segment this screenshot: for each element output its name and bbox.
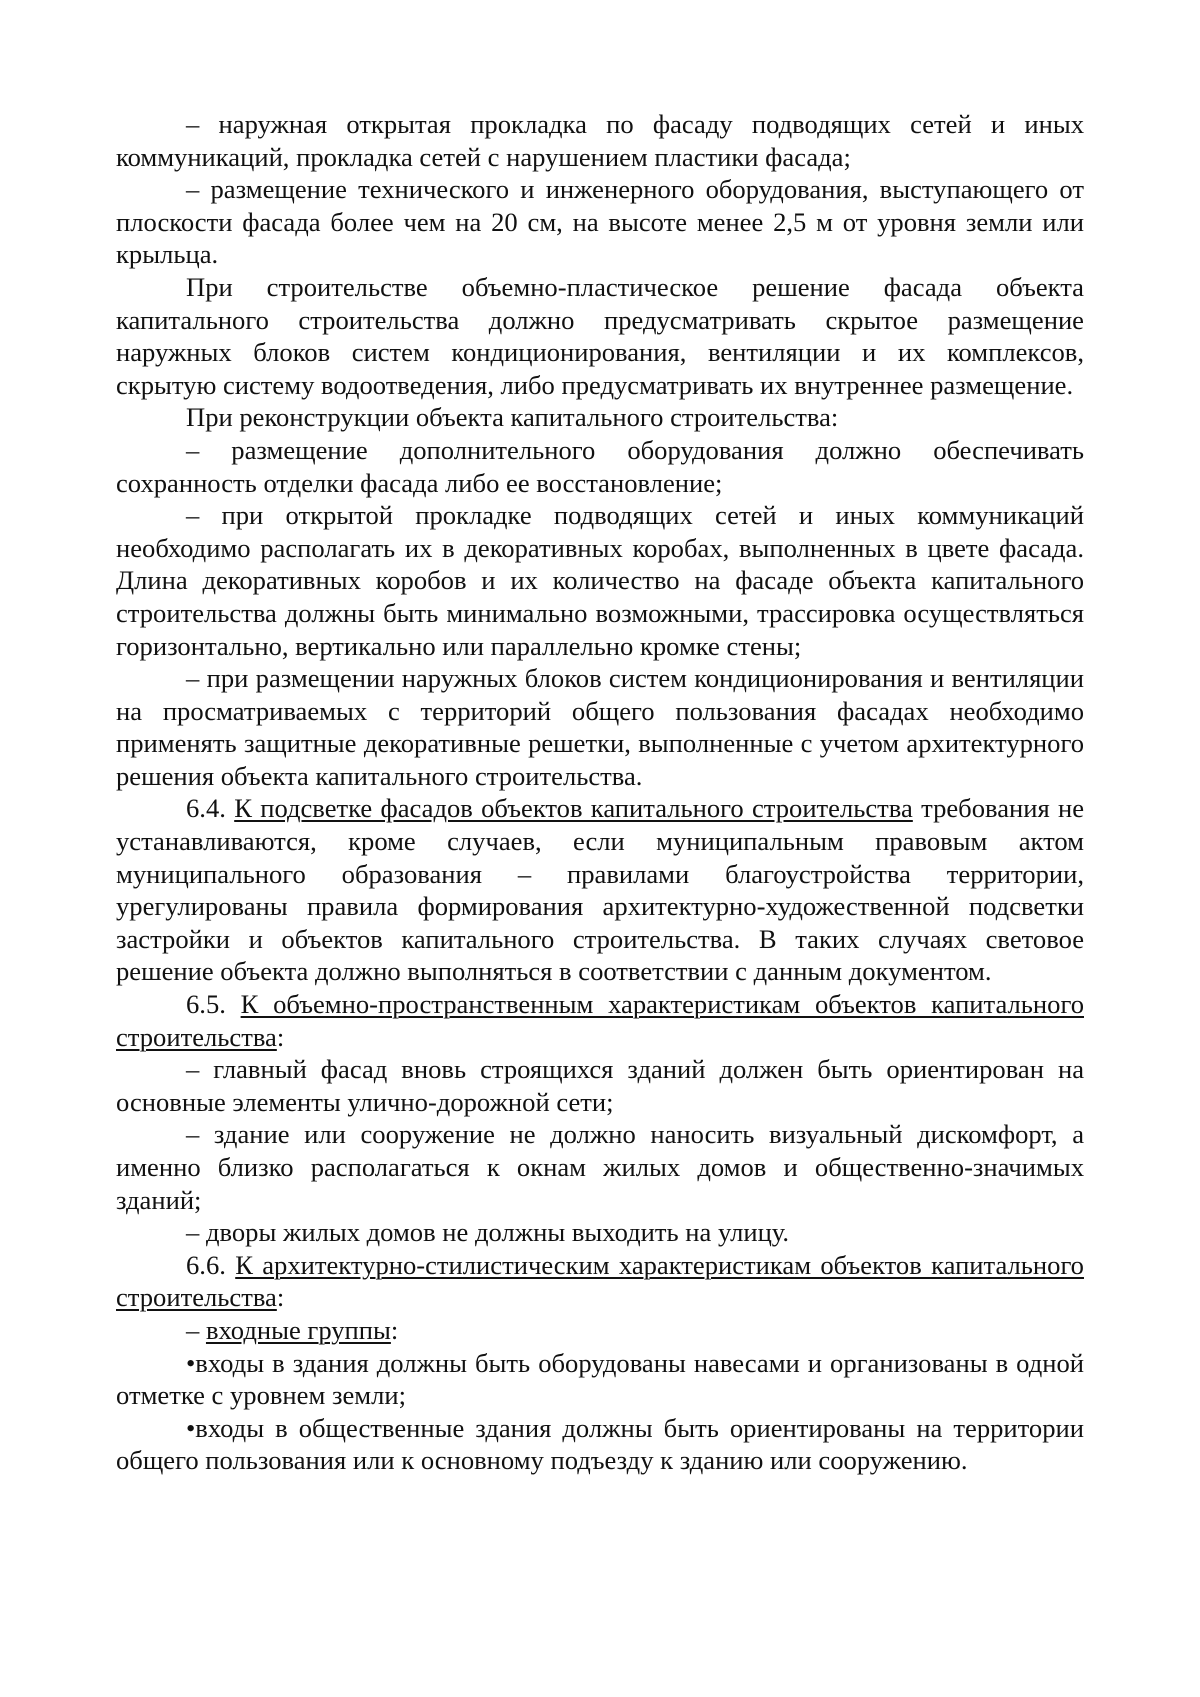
section-text: :	[276, 1021, 285, 1052]
list-dash: –	[186, 1314, 206, 1345]
section-heading: К объемно-пространственным характеристикам объектов капитального строительства	[116, 989, 1084, 1052]
section-number: 6.5.	[186, 989, 226, 1020]
section-heading: К подсветке фасадов объектов капитального строительства	[234, 793, 913, 824]
entrance-groups-colon: :	[390, 1314, 399, 1345]
section-6-5	[116, 988, 1084, 1053]
paragraph-additional-equipment: – размещение дополнительного оборудования должно обеспечивать сохранность отделки фасада либо ее восстановление;	[116, 434, 1084, 498]
paragraph-courtyards: – дворы жилых домов не должны выходить на улицу.	[186, 1217, 790, 1248]
section-text: требования не устанавливаются, кроме случаев, если муниципальным правовым актом муниципального образования – правилами благоустройства территории, урегулированы правила формирования архитектурно-художественной подсветки застройки и объектов капитального строительства. В таких случаях световое решение объекта должно выполняться в соответствии с данным документом.	[116, 793, 1085, 987]
paragraph-main-facade: – главный фасад вновь строящихся зданий должен быть ориентирован на основные элементы улично-дорожной сети;	[116, 1054, 1084, 1117]
section-6-6	[116, 1249, 1084, 1314]
entrance-groups-label: входные группы	[205, 1314, 391, 1345]
paragraph-facade-networks: – наружная открытая прокладка по фасаду подводящих сетей и иных коммуникаций, прокладка сетей с нарушением пластики фасада;	[116, 109, 1084, 172]
section-number: 6.6.	[186, 1249, 226, 1280]
paragraph-equipment-placement: – размещение технического и инженерного оборудования, выступающего от плоскости фасада более чем на 20 см, на высоте менее 2,5 м от уровня земли или крыльца.	[116, 174, 1084, 270]
bullet-entrances-public: •входы в общественные здания должны быть ориентированы на территории общего пользования или к основному подъезду к зданию или сооружению.	[116, 1412, 1084, 1476]
paragraph-decorative-grilles: – при размещении наружных блоков систем кондиционирования и вентиляции на просматриваемых с территорий общего пользования фасадах необходимо применять защитные декоративные решетки, выполненные с учетом архитектурного решения объекта капитального строительства.	[116, 663, 1084, 791]
section-6-4	[116, 792, 1084, 988]
paragraph-reconstruction: При реконструкции объекта капитального строительства:	[186, 402, 839, 433]
section-number: 6.4.	[186, 793, 226, 824]
paragraph-decorative-boxes: – при открытой прокладке подводящих сетей и иных коммуникаций необходимо располагать их в декоративных коробах, выполненных в цвете фасада. Длина декоративных коробов и их количество на фасаде объекта капитального строительства должны быть минимально возможными, трассировка осуществляться горизонтально, вертикально или параллельно кромке стены;	[116, 500, 1084, 661]
section-text: :	[276, 1282, 285, 1313]
bullet-entrances-canopies: •входы в здания должны быть оборудованы навесами и организованы в одной отметке с уровнем земли;	[116, 1347, 1084, 1411]
section-heading: К архитектурно-стилистическим характеристикам объектов капитального строительства	[116, 1249, 1084, 1313]
paragraph-construction: При строительстве объемно-пластическое решение фасада объекта капитального строительства должно предусматривать скрытое размещение наружных блоков систем кондиционирования, вентиляции и их комплексов, скрытую систему водоотведения, либо предусматривать их внутреннее размещение.	[116, 271, 1084, 400]
paragraph-entrance-groups	[116, 1314, 1084, 1347]
paragraph-visual-discomfort: – здание или сооружение не должно наносить визуальный дискомфорт, а именно близко располагаться к окнам жилых домов и общественно-значимых зданий;	[116, 1119, 1084, 1215]
document-page	[116, 108, 1084, 1477]
